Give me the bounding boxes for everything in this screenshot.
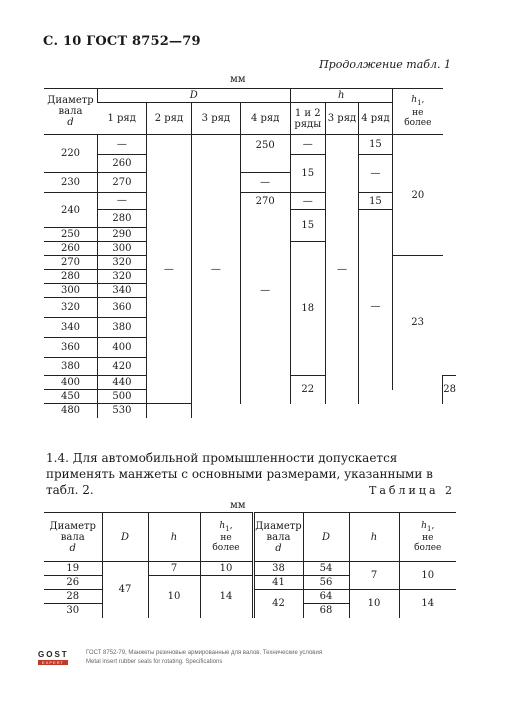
table-2: [44, 512, 456, 618]
t2-D-cell-right: 68: [303, 604, 349, 618]
t2-shaft-header: Диаметр вала d: [44, 513, 102, 562]
r1-cell: 290: [98, 228, 147, 242]
r1-cell: 320: [98, 270, 147, 284]
r1-cell: 340: [98, 284, 147, 298]
h1-cell: 23: [392, 256, 442, 390]
d-cell: 480: [44, 404, 98, 418]
d-cell: 320: [44, 298, 98, 318]
t2-d-cell-right: 38: [253, 562, 303, 576]
r1-cell: —: [98, 193, 147, 210]
d-cell: 300: [44, 284, 98, 298]
d-cell: 380: [44, 358, 98, 376]
t2-h1-cell-right: 10: [399, 562, 456, 590]
r2-cell: —: [146, 135, 191, 404]
d-cell: 280: [44, 270, 98, 284]
r1-cell: 530: [98, 404, 147, 418]
d-cell: 450: [44, 390, 98, 404]
page-header: С. 10 ГОСТ 8752—79: [43, 34, 201, 49]
d-cell: 240: [44, 193, 98, 228]
continuation-label: Продолжение табл. 1: [319, 58, 451, 71]
table2-unit: мм: [230, 500, 246, 511]
t2-D-header: D: [102, 513, 148, 562]
shaft-header: Диаметр вала d: [44, 89, 98, 135]
r1-cell: 500: [98, 390, 147, 404]
r1-cell: 360: [98, 298, 147, 318]
h12-cell: 15: [290, 210, 325, 242]
d-cell: 220: [60, 148, 81, 159]
r4-cell: 270 —: [240, 193, 290, 404]
sub-r4: 4 ряд: [240, 103, 290, 135]
table-1: [44, 88, 456, 418]
t2-h-cell: 10: [148, 576, 200, 618]
r1-cell: 260: [98, 155, 147, 173]
d-cell: 250: [44, 228, 98, 242]
sub-h3: 3 ряд: [325, 103, 358, 135]
t2-d-cell: 28: [44, 590, 102, 604]
t2-d-cell: 26: [44, 576, 102, 590]
h4-cell: —: [358, 210, 392, 404]
paragraph-1-4: 1.4. Для автомобильной промышленности допускается применять манжеты с основными размерами, указанными в табл. 2.: [46, 451, 433, 497]
h12-cell: 22: [290, 376, 325, 404]
d-cell: 230: [44, 173, 98, 193]
t2-D-cell-right: 54: [303, 562, 349, 576]
t2-h-header: h: [148, 513, 200, 562]
d-cell: 340: [44, 318, 98, 338]
r1-cell: 320: [98, 256, 147, 270]
r1-cell: 400: [98, 338, 147, 358]
d-cell: 360: [44, 338, 98, 358]
h1-cell: 20: [392, 135, 442, 256]
h12-cell: —: [290, 193, 325, 210]
t2-h1-header-right: $h_1$, не более: [399, 513, 456, 562]
r1-cell: 300: [98, 242, 147, 256]
d-cell: 400: [44, 376, 98, 390]
d-cell: 270: [44, 256, 98, 270]
D-header: D: [98, 89, 291, 103]
h1-header: $h_1$, не более: [392, 89, 442, 135]
r4-cell: —: [240, 173, 290, 193]
t2-D-header-right: D: [303, 513, 349, 562]
t2-h1-header: $h_1$, не более: [200, 513, 253, 562]
sub-h12: 1 и 2 ряды: [290, 103, 325, 135]
h12-cell: —: [290, 135, 325, 155]
t2-d-cell-right: 41: [253, 576, 303, 590]
table1-unit: мм: [230, 74, 246, 85]
r1-cell: 380: [98, 318, 147, 338]
h4-cell: 15: [358, 135, 392, 155]
t2-shaft-header-right: Диаметр вала d: [253, 513, 303, 562]
sub-r1: 1 ряд: [98, 103, 147, 135]
sub-r3: 3 ряд: [191, 103, 240, 135]
t2-D-cell-right: 56: [303, 576, 349, 590]
t2-d-cell: 19: [44, 562, 102, 576]
t2-h-cell: 7: [148, 562, 200, 576]
gost-logo: GOST: [38, 650, 69, 659]
h4-cell: —: [358, 155, 392, 193]
t2-d-cell-right: 42: [253, 590, 303, 618]
h-header: h: [290, 89, 392, 103]
h4-cell: 15: [358, 193, 392, 210]
t2-D-cell: 47: [102, 562, 148, 618]
sub-r2: 2 ряд: [146, 103, 191, 135]
h1-cell: 28: [443, 376, 456, 404]
r1-cell: 270: [98, 173, 147, 193]
r1-cell: 440: [98, 376, 147, 390]
t2-h-cell-right: 10: [349, 590, 399, 618]
footer-text: ГОСТ 8752-79, Манжеты резиновые армированные для валов. Технические условия Metal insert rubber seals for rotating. Specifications: [86, 650, 323, 665]
r4-cell: 250: [240, 135, 290, 173]
t2-h1-cell: 10: [200, 562, 253, 576]
t2-D-cell-right: 64: [303, 590, 349, 604]
t2-h1-cell: 14: [200, 576, 253, 618]
expert-logo-bar: EXPERT: [38, 660, 68, 665]
table2-caption: Таблица 2: [369, 484, 455, 497]
h12-cell: 15: [290, 155, 325, 193]
sub-h4: 4 ряд: [358, 103, 392, 135]
r3-cell: —: [191, 135, 240, 404]
d-cell: 260: [44, 242, 98, 256]
t2-h1-cell-right: 14: [399, 590, 456, 618]
footer: [38, 650, 323, 665]
h12-cell: 18: [290, 242, 325, 376]
t2-h-cell-right: 7: [349, 562, 399, 590]
t2-h-header-right: h: [349, 513, 399, 562]
r1-cell: 280: [98, 210, 147, 228]
h3-cell: —: [325, 135, 358, 404]
r1-cell: 420: [98, 358, 147, 376]
r1-cell: —: [98, 135, 147, 155]
t2-d-cell: 30: [66, 605, 80, 617]
